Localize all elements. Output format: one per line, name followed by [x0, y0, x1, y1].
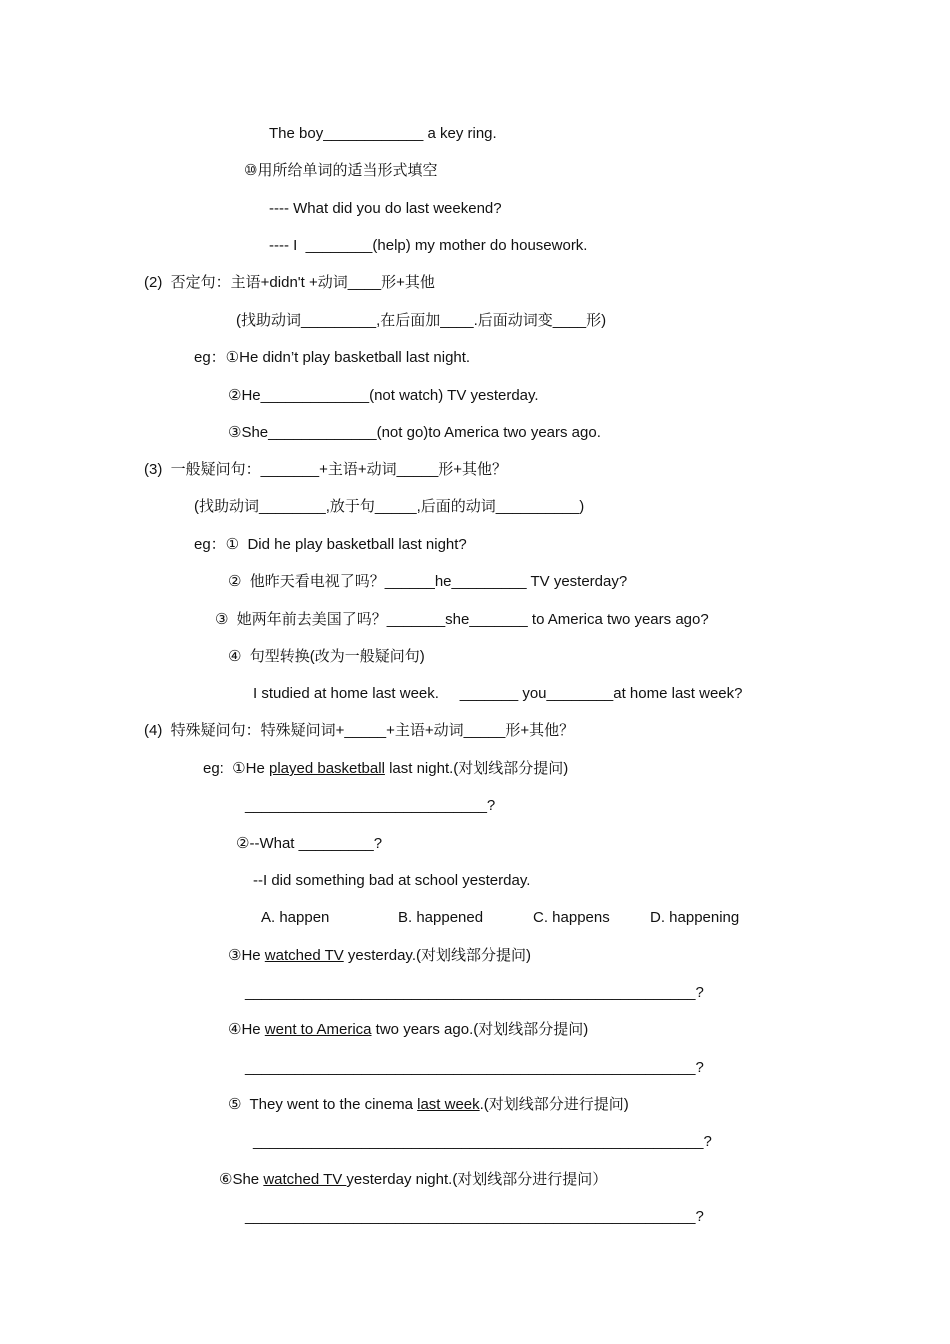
option-c: C. happens — [533, 909, 610, 926]
section-4-example-3 — [228, 946, 531, 966]
section-4-example-4 — [228, 1020, 588, 1040]
dialog-question: ---- What did you do last weekend? — [269, 200, 502, 217]
answer-line: ______________________________________________________? — [245, 984, 704, 1001]
section-2-example-2: ②He_____________(not watch) TV yesterday. — [228, 387, 539, 404]
section-2-example-1: eg：①He didn’t play basketball last night. — [194, 349, 471, 366]
fill-blank-key-ring: The boy____________ a key ring. — [269, 125, 497, 142]
option-a: A. happen — [261, 909, 330, 926]
section-3-transform: I studied at home last week. _______ you________at home last week? — [253, 685, 743, 702]
section-4-example-1 — [203, 759, 568, 779]
section-4-example-6 — [219, 1170, 607, 1190]
text-segment: eg: ①He — [203, 760, 269, 777]
text-segment: ⑥She — [219, 1171, 264, 1188]
answer-line: ______________________________________________________? — [245, 1059, 704, 1076]
section-2-example-3: ③She_____________(not go)to America two years ago. — [228, 424, 601, 441]
dialog-answer-blank: ---- I ________(help) my mother do housework. — [269, 237, 588, 254]
text-segment: yesterday.(对划线部分提问) — [343, 947, 531, 964]
text-segment: ④He — [228, 1021, 265, 1038]
answer-line: _____________________________? — [245, 797, 496, 814]
section-3-example-2: ② 他昨天看电视了吗？______he_________ TV yesterday? — [228, 573, 628, 590]
answer-line: ______________________________________________________? — [253, 1133, 712, 1150]
section-4-example-5 — [228, 1095, 629, 1115]
section-3-example-4: ④ 句型转换(改为一般疑问句) — [228, 648, 425, 665]
underlined-segment: watched TV — [264, 947, 344, 964]
underlined-segment: last week — [417, 1096, 480, 1113]
underlined-segment: watched TV — [263, 1171, 347, 1188]
answer-line: ______________________________________________________? — [245, 1208, 704, 1225]
underlined-segment: played basketball — [268, 760, 385, 777]
section-3-hint: (找助动词________,放于句_____,后面的动词__________) — [194, 498, 585, 515]
text-segment: last night.(对划线部分提问) — [384, 760, 569, 777]
underlined-segment: went to America — [264, 1021, 372, 1038]
text-segment: yesterday night.(对划线部分进行提问） — [346, 1171, 608, 1188]
option-b: B. happened — [398, 909, 484, 926]
text-segment: .(对划线部分进行提问) — [479, 1096, 629, 1113]
text-segment: ③He — [228, 947, 265, 964]
section-2-hint: (找助动词_________,在后面加____.后面动词变____形) — [236, 312, 607, 329]
section-3-example-3: ③ 她两年前去美国了吗？_______she_______ to America two years ago? — [215, 611, 709, 628]
section-4-example-2: ②--What _________? — [236, 835, 383, 852]
section-4-wh-heading: (4) 特殊疑问句：特殊疑问词+_____+主语+动词_____形+其他？ — [144, 722, 575, 739]
exercise-heading-10: ⑩用所给单词的适当形式填空 — [244, 162, 438, 179]
section-3-question-heading: (3) 一般疑问句：_______+主语+动词_____形+其他？ — [144, 461, 508, 478]
option-d: D. happening — [650, 909, 740, 926]
text-segment: two years ago.(对划线部分提问) — [371, 1021, 589, 1038]
text-segment: ⑤ They went to the cinema — [228, 1096, 418, 1113]
section-3-example-1: eg：① Did he play basketball last night? — [194, 536, 467, 553]
section-2-negative-heading: (2) 否定句：主语+didn't +动词____形+其他 — [144, 274, 435, 291]
example-2-answer: --I did something bad at school yesterday. — [253, 872, 531, 889]
